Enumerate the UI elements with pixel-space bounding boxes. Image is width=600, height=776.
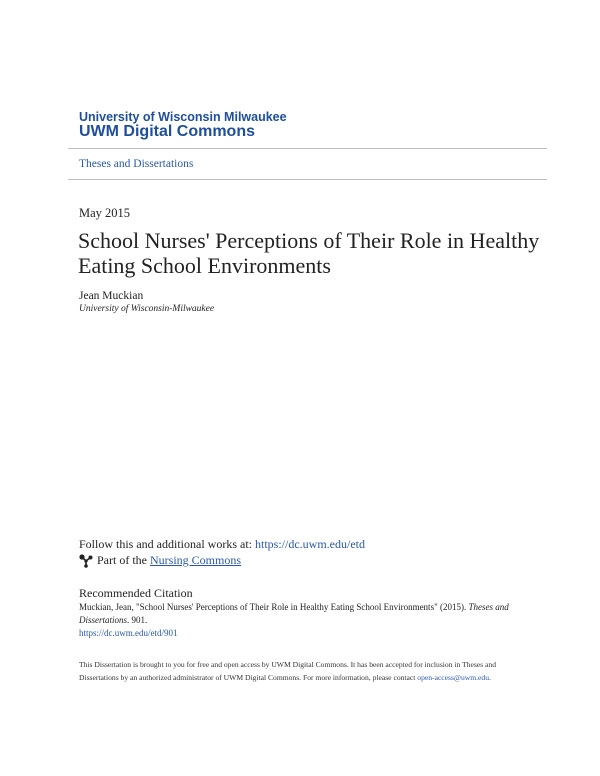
nursing-commons-link[interactable]: Nursing Commons bbox=[150, 553, 242, 567]
follow-line bbox=[79, 537, 365, 552]
part-of-label: Part of the bbox=[97, 553, 150, 567]
author-name: Jean Muckian bbox=[79, 290, 144, 302]
series-link[interactable]: Theses and Dissertations bbox=[79, 158, 194, 170]
repository-name: UWM Digital Commons bbox=[79, 123, 255, 140]
network-icon bbox=[79, 554, 93, 568]
citation-heading: Recommended Citation bbox=[79, 586, 193, 600]
citation-number: . 901. bbox=[127, 615, 148, 625]
university-name: University of Wisconsin Milwaukee bbox=[79, 110, 287, 124]
access-notice-text: This Dissertation is brought to you for free and open access by UWM Digital Commons. It has been accepted for inclusion in Theses and Dissertations by an authorized administrator of UWM Digital Commons. For more information, please contact bbox=[79, 660, 496, 682]
part-of-line bbox=[79, 553, 241, 568]
contact-email-link[interactable]: open-access@uwm.edu bbox=[417, 672, 490, 682]
follow-link[interactable]: https://dc.uwm.edu/etd bbox=[255, 537, 365, 551]
author-affiliation: University of Wisconsin-Milwaukee bbox=[79, 304, 215, 314]
citation-text bbox=[79, 601, 539, 640]
citation-body: Muckian, Jean, "School Nurses' Perceptions of Their Role in Healthy Eating School Environments" (2015). bbox=[79, 602, 469, 612]
citation-series: Theses and Dissertations bbox=[79, 602, 509, 625]
document-title: School Nurses' Perceptions of Their Role in Healthy Eating School Environments bbox=[78, 228, 540, 278]
citation-link[interactable]: https://dc.uwm.edu/etd/901 bbox=[79, 628, 178, 638]
access-notice bbox=[79, 659, 529, 684]
publication-date: May 2015 bbox=[79, 206, 131, 220]
series-divider bbox=[68, 179, 547, 180]
access-notice-end: . bbox=[489, 672, 491, 682]
header-divider bbox=[68, 148, 547, 149]
follow-label: Follow this and additional works at: bbox=[79, 537, 255, 551]
